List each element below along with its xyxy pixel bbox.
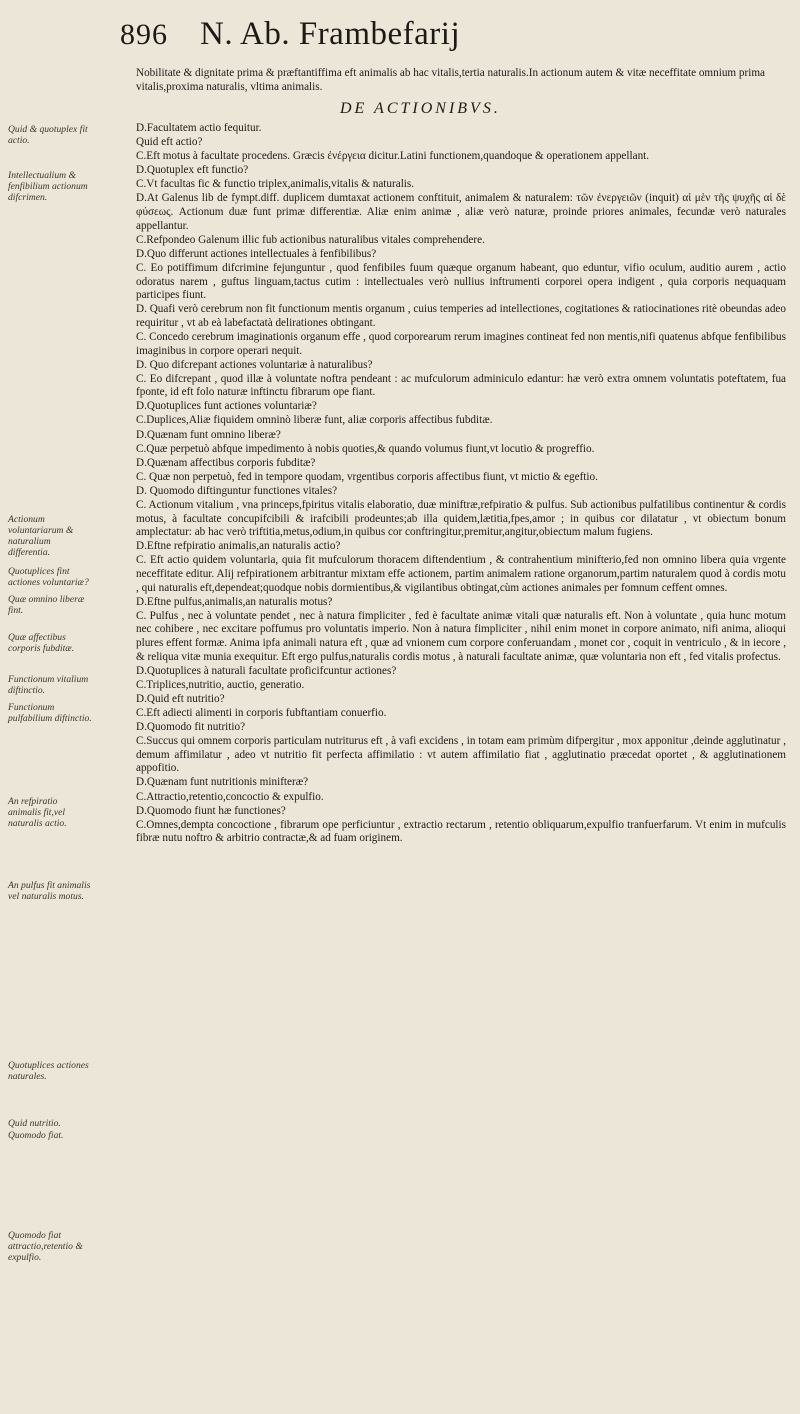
margin-note: Quid nutritio. [8, 1118, 61, 1129]
question-paragraph: D.Quotuplices à naturali facultate proficifcuntur actiones? [136, 664, 397, 677]
margin-note: Intellectualium & fenfibilium actionum difcrimen. [8, 170, 88, 203]
margin-note: An pulfus fit animalis vel naturalis motus. [8, 880, 91, 902]
running-head: N. Ab. Frambefarij [200, 16, 461, 52]
question-paragraph: D. Quo difcrepant actiones voluntariæ à naturalibus? [136, 358, 373, 371]
question-paragraph: D. Quomodo diftinguntur functiones vitales? [136, 484, 338, 497]
margin-note: An refpiratio animalis fit,vel naturalis actio. [8, 796, 67, 829]
answer-paragraph: C. Actionum vitalium , vna princeps,fpiritus vitalis elaboratio, duæ miniftræ,refpiratio & pulfus. Sub actionibus pulfatilibus continentur & cordis motus, à facultate concupifcibili & irafcibili prodeuntes;ab illa quidem,lætitia,fpes,amor ; in quibus cor dilatatur , vt obiectum bonum amplectatur: ab hac verò triftitia,metus,odium,in quibus cor conftringitur,premitur,angitur,obiectum malum fugiens. [136, 499, 786, 539]
answer-paragraph: C. Pulfus , nec à voluntate pendet , nec à natura fimpliciter , fed è facultate animæ vitali quæ naturalis eft. Non à voluntate , quia hunc motum nec cohibere , nec excitare poffumus pro voluntatis imperio. Non à natura fimpliciter , nihil enim monet in corpore animato, nifi anima, alioqui plures effent formæ. Anima ipfa animali natura eft , quæ ad vnionem cum corpore conferuandam , monet cor , coquit in ventriculo , & in iecore , & reliqua vitæ munia exequitur. Eft ergo pulfus,naturalis cordis motus , à naturali facultate animæ, quæ voluntaria non eft , fed vitalis profectus. [136, 609, 786, 663]
margin-note: Quæ affectibus corporis fubditæ. [8, 632, 75, 654]
answer-paragraph: C.Attractio,retentio,concoctio & expulfio. [136, 790, 324, 803]
margin-note: Quotuplices actiones naturales. [8, 1060, 89, 1082]
margin-note: Quid & quotuplex fit actio. [8, 124, 88, 146]
answer-paragraph: C.Quæ perpetuò abfque impedimento à nobis quoties,& quando volumus fiunt,vt locutio & progreffio. [136, 442, 595, 455]
answer-paragraph: D.At Galenus lib de fympt.diff. duplicem dumtaxat actionem conftituit, animalem & naturalem: τῶν ἐνεργειῶν (inquit) αἱ μὲν τῆς ψυχῆς αἱ δὲ φύσεως. Actionum duæ funt primæ differentiæ. Aliæ enim animæ , aliæ verò naturæ, proinde priores animales, fecundæ verò naturales appellantur. [136, 192, 786, 232]
answer-paragraph: C.Refpondeo Galenum illic fub actionibus naturalibus vitales comprehendere. [136, 233, 485, 246]
question-paragraph: D.Quo differunt actiones intellectuales à fenfibilibus? [136, 247, 377, 260]
question-paragraph: D.Eftne pulfus,animalis,an naturalis motus? [136, 595, 333, 608]
answer-paragraph: C. Eft actio quidem voluntaria, quia fit mufculorum thoracem diftendentium , & contrahentium minifterio,fed non omnino libera quia vrgente neceffitate editur. Alij refpirationem arbitrantur mixtam effe actionem, partim animalem ratione organorum,partim naturalem quod à cordis motu , qui naturalis eft,dependeat;quodque nobis dormientibus,& vigilantibus obtingat,cùm actiones animales per fomnum ceffent omnes. [136, 554, 786, 594]
answer-paragraph: C.Succus qui omnem corporis particulam nutriturus eft , à vafi excidens , in totam eam primùm difpergitur , mox apponitur ,deinde agglutinatur , demum affimilatur , adeo vt nutritio fit perfecta affimilatio : vt autem affimilatio fiat , agglutinatio præcedat oportet , & agglutinationem appofitio. [136, 735, 786, 775]
question-paragraph: D.Facultatem actio fequitur. [136, 122, 262, 134]
answer-paragraph: C.Eft adiecti alimenti in corporis fubftantiam conuerfio. [136, 706, 387, 719]
question-paragraph: D.Quomodo fiunt hæ functiones? [136, 804, 286, 817]
question-paragraph: D.Quid eft nutritio? [136, 692, 225, 705]
answer-paragraph: C.Eft motus à facultate procedens. Græcis ἐνέργεια dicitur.Latini functionem,quandoque & operationem appellant. [136, 150, 650, 163]
question-paragraph: Quid eft actio? [136, 136, 203, 149]
answer-paragraph: C.Triplices,nutritio, auctio, generatio. [136, 678, 305, 691]
answer-paragraph: C. Concedo cerebrum imaginationis organum effe , quod corporearum rerum imagines contineat fed non mentis,nifi quatenus abfque fenfibilibus imaginibus in corpore operari nequit. [136, 330, 786, 357]
margin-note: Functionum vitalium diftinctio. [8, 674, 89, 696]
question-paragraph: D.Quænam funt omnino liberæ? [136, 428, 281, 441]
answer-paragraph: C.Duplices,Aliæ fiquidem omninò liberæ funt, aliæ corporis affectibus fubditæ. [136, 414, 493, 427]
answer-paragraph: C. Quæ non perpetuò, fed in tempore quodam, vrgentibus corporis affectibus fiunt, vt mictio & egeftio. [136, 470, 598, 483]
margin-note: Quotuplices fint actiones voluntariæ? [8, 566, 89, 588]
answer-paragraph: C.Vt facultas fic & functio triplex,animalis,vitalis & naturalis. [136, 178, 415, 191]
margin-note: Quomodo fiat. [8, 1130, 64, 1141]
question-paragraph: D. Quafi verò cerebrum non fit functionum mentis organum , cuius temperies ad intellectiones, cogitationes & ratiocinationes ritè obeundas adeo requiritur , vt ab eà labefactatà delirationes obtingant. [136, 303, 786, 329]
answer-paragraph: C. Eo potiffimum difcrimine fejunguntur , quod fenfibiles fuum quæque organum habeant, quo eduntur, vifio oculum, auditio aurem , actio odoratus narem , guftus linguam,tactus cutim : intellectuales verò nullius inftrumenti corporei opera indigent , quia corporis nequaquam participes fiunt. [136, 261, 786, 302]
answer-paragraph: C. Eo difcrepant , quod illæ à voluntate noftra pendeant : ac mufculorum adminiculo edantur: hæ verò extra omnem voluntatis poteftatem, fua fponte, id eft folo naturæ inftinctu fibrarum ope fiant. [136, 372, 786, 399]
page-number: 896 [120, 18, 168, 51]
margin-note: Actionum voluntariarum & naturalium differentia. [8, 514, 74, 558]
main-text [136, 122, 786, 846]
margin-note: Quæ omnino liberæ fint. [8, 594, 85, 616]
question-paragraph: D.Quotuplices funt actiones voluntariæ? [136, 400, 317, 413]
question-paragraph: D.Quænam affectibus corporis fubditæ? [136, 456, 316, 469]
question-paragraph: D.Eftne refpiratio animalis,an naturalis actio? [136, 540, 341, 553]
intro-paragraph: Nobilitate & dignitate prima & præftantiffima eft animalis ab hac vitalis,tertia naturalis.In actionum autem & vitæ neceffitate omnium prima vitalis,proxima naturalis, vltima animalis. [136, 67, 766, 93]
margin-note: Quomodo fiat attractio,retentio & expulfio. [8, 1230, 83, 1263]
section-title: DE ACTIONIBVS. [340, 100, 501, 117]
question-paragraph: D.Quomodo fit nutritio? [136, 721, 246, 734]
question-paragraph: D.Quænam funt nutritionis minifteræ? [136, 776, 309, 789]
answer-paragraph: C.Omnes,dempta concoctione , fibrarum ope perficiuntur , extractio rectarum , retentio obliquarum,expulfio tranfuerfarum. Vt enim in mufculis fibræ nutu noftro & arbitrio contractæ,& ad fuam originem. [136, 818, 786, 845]
question-paragraph: D.Quotuplex eft functio? [136, 164, 249, 177]
margin-note: Functionum pulfabilium diftinctio. [8, 702, 92, 724]
page-header [0, 8, 800, 58]
